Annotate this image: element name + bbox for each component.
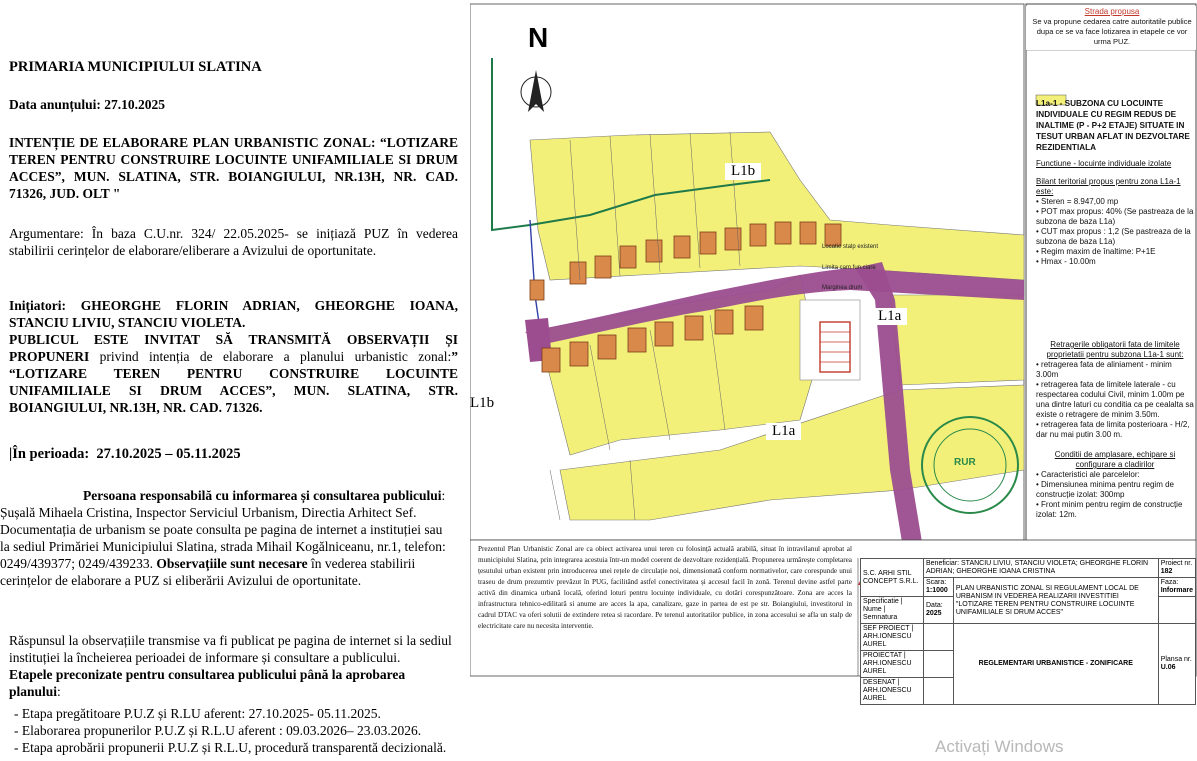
stamp-text: RUR [954, 457, 976, 468]
role-row: PROIECTAT | ARH.IONESCU AUREL [861, 651, 924, 678]
stage-item: - Etapa pregătitoare P.U.Z și R.LU aferent: 27.10.2025- 05.11.2025. [14, 706, 381, 721]
annotation-pole: Locatie stalp existent [822, 244, 879, 250]
scale: Scara: 1:1000 [924, 578, 954, 597]
date: Data: 2025 [924, 597, 954, 624]
phase: Faza: Informare [1158, 578, 1195, 597]
zone-label-l1b-top: L1b [725, 163, 761, 180]
zone-right [890, 295, 1024, 385]
company-name: S.C. ARHI STIL CONCEPT S.R.L. [861, 559, 924, 597]
beneficiary: Beneficiar: STANCIU LIVIU, STANCIU VIOLETA; GHEORGHE FLORIN ADRIAN; GHEORGHE IOANA CRISTINA [924, 559, 1159, 578]
role-row: DESENAT | ARH.IONESCU AUREL [861, 678, 924, 705]
stages-list [14, 705, 446, 756]
plan-title: REGLEMENTARI URBANISTICE - ZONIFICARE [953, 624, 1158, 705]
institution-name: PRIMARIA MUNICIPIULUI SLATINA [9, 59, 262, 75]
hatched-lot [820, 322, 850, 372]
response-paragraph: Răspunsul la observațiile transmise va fi publicat pe pagina de internet si la sediul instituției la încheierea perioadei de informare și consultare a publicului. Etapele preconizate pentru consultarea publicului până la aprobarea planului: [9, 633, 452, 699]
activate-windows-watermark: Activați Windows [935, 737, 1064, 756]
annotation-limit: Limita cam fun.ciare [822, 265, 876, 271]
legend-street: Strada propusa Se va propune cedarea catre autoritatile publice dupa ce se va face lotizarea in etapele ce vor urma PUZ. [1032, 7, 1192, 46]
legend-subzone: L1a-1 - SUBZONA CU LOCUINTE INDIVIDUALE CU REGIM REDUS DE INALTIME (P - P+2 ETAJE) SITUATE IN TESUT URBAN AFLAT IN DEZVOLTARE REZIDENTIALA Functiune - locuinte individuale izolate Bilant teritorial propus pentru zona L1a-1 este: • Steren = 8.947,00 mp • POT max propus: 40% (Se pastreaza de la subzona de baza L1a) • CUT max propus : 1,2 (Se pastreaza de la subzona de baza L1a) • Regim maxim de înaltime: P+1E • Hmax - 10.00m [1036, 99, 1194, 266]
responsible-paragraph: Persoana responsabilă cu informarea și consultarea publicului: Șușală Mihaela Cristina, Inspector Serviciul Urbanism, Directia Arhitect Sef. Documentația de urbanism se poate consulta pe pagina de internet a instituției sau la sediul Primăriei Municipiului Slatina, strada Mihail Kogălniceanu, nr.1, telefon: 0249/439377; 0249/439233. Observațiile sunt necesare în vederea stabilirii cerințelor de elaborare a PUZ si eliberării Avizului de oportunitate. [0, 488, 446, 588]
project-number: Proiect nr. 182 [1158, 559, 1195, 578]
spec-header: Specificatie | Nume | Semnatura [861, 597, 924, 624]
zone-label-l1a-bottom: L1a [766, 423, 801, 440]
zone-label-l1a-right: L1a [872, 308, 907, 325]
annotation-road-edge: Marginea drum [822, 285, 863, 291]
intention-title: INTENȚIE DE ELABORARE PLAN URBANISTIC ZONAL: “LOTIZARE TEREN PENTRU CONSTRUIRE LOCUINTE UNIFAMILIALE SI DRUM ACCES”, MUN. SLATINA, STR. BOIANGIULUI, NR.13H, NR. CAD. 71326, JUD. OLT " [9, 135, 458, 201]
initiators: Inițiatori: GHEORGHE FLORIN ADRIAN, GHEORGHE IOANA, STANCIU LIVIU, STANCIU VIOLETA. PUBLICUL ESTE INVITAT SĂ TRANSMITĂ OBSERVAȚII ȘI PROPUNERI privind intenția de elaborare a planului urbanistic zonal:” “LOTIZARE TEREN PENTRU CONSTRUIRE LOCUINTE UNIFAMILIALE SI DRUM ACCES”, MUN. SLATINA, STR. BOIANGIULUI, NR.13H, NR. CAD. 71326. [9, 298, 458, 415]
announcement-date: Data anunțului: 27.10.2025 [9, 97, 166, 112]
stage-item: - Elaborarea propunerilor P.U.Z și R.L.U aferent : 09.03.2026– 23.03.2026. [14, 723, 422, 738]
legend-setbacks: Retragerile obligatorii fata de limitele proprietatii pentru subzona L1a-1 sunt: • retragerea fata de aliniament - minim 3.00m • retragerea fata de limitele laterale - cu respectarea codului Civil, minim 1.00m pe una dintre laturi cu conditia ca pe cealalta sa existe o retragere de minim 3.50m. • retragerea fata de limita posterioara - H/2, dar nu mai putin 3.00 m. Conditii de amplasare, echipare si configurare a cladirilor • Caracteristici ale parcelelor: • Dimensiunea minima pentru regim de construcție izolat: 300mp • Front minim pentru regim de construcție izolat: 12m. [1036, 340, 1194, 519]
stage-item: - Etapa aprobării propunerii P.U.Z și R.L.U, procedură transparentă decizională. [14, 740, 447, 755]
project-title: PLAN URBANISTIC ZONAL SI REGULAMENT LOCAL DE URBANISM IN VEDEREA REALIZARII INVESTITIEI "LOTIZARE TEREN PENTRU CONSTRUIRE LOCUINTE UNIFAMILIALE SI DRUM ACCES" [953, 578, 1158, 624]
urban-plan-drawing [470, 0, 1197, 702]
period: |În perioada: 27.10.2025 – 05.11.2025 [9, 446, 241, 462]
role-row: SEF PROIECT | ARH.IONESCU AUREL [861, 624, 924, 651]
north-label: N [528, 22, 549, 53]
argument-text: Argumentare: În baza C.U.nr. 324/ 22.05.2025- se inițiază PUZ în vederea stabilirii cerințelor de elaborare/eliberare a Avizului de oportunitate. [9, 226, 458, 258]
announcement-column [0, 0, 470, 761]
zone-label-l1b-left: L1b [470, 395, 495, 411]
plan-description: Prezentul Plan Urbanistic Zonal are ca obiect activarea unui teren cu folosință actuală arabilă, situat în intravilanul aprobat al municipiului Slatina, prin integrarea acestuia într-un model coerent de dezvoltare rezidențială. Propunerea urmărește completarea țesutului urban existent prin introducerea unei rețele de circulație noi, dimensionată conform normativelor, care corespunde unui traseu de drum prezumtiv prevăzut în PUG, facilitând astfel conectivitatea și accesul facil în zonă. Terenul devine astfel parte activă din dinamica urbană locală, oferind loturi pentru locuințe individuale, cu dotări corespunzătoare. Zona are acces la infrastructura tehnico-edilitară si anume are acces la apa, canalizare, gaze in partea de est pe str. Boiangiului, investitorul in cadrul DTAC va oferi solutii de extindere retea si racordare. Pe terenul autoritatilor publice, in zona accesului se afla un stalp de electricitate care nu necesita interventie. [478, 545, 852, 630]
title-block [860, 558, 1196, 705]
plan-number: Plansa nr. U.06 [1158, 624, 1195, 705]
